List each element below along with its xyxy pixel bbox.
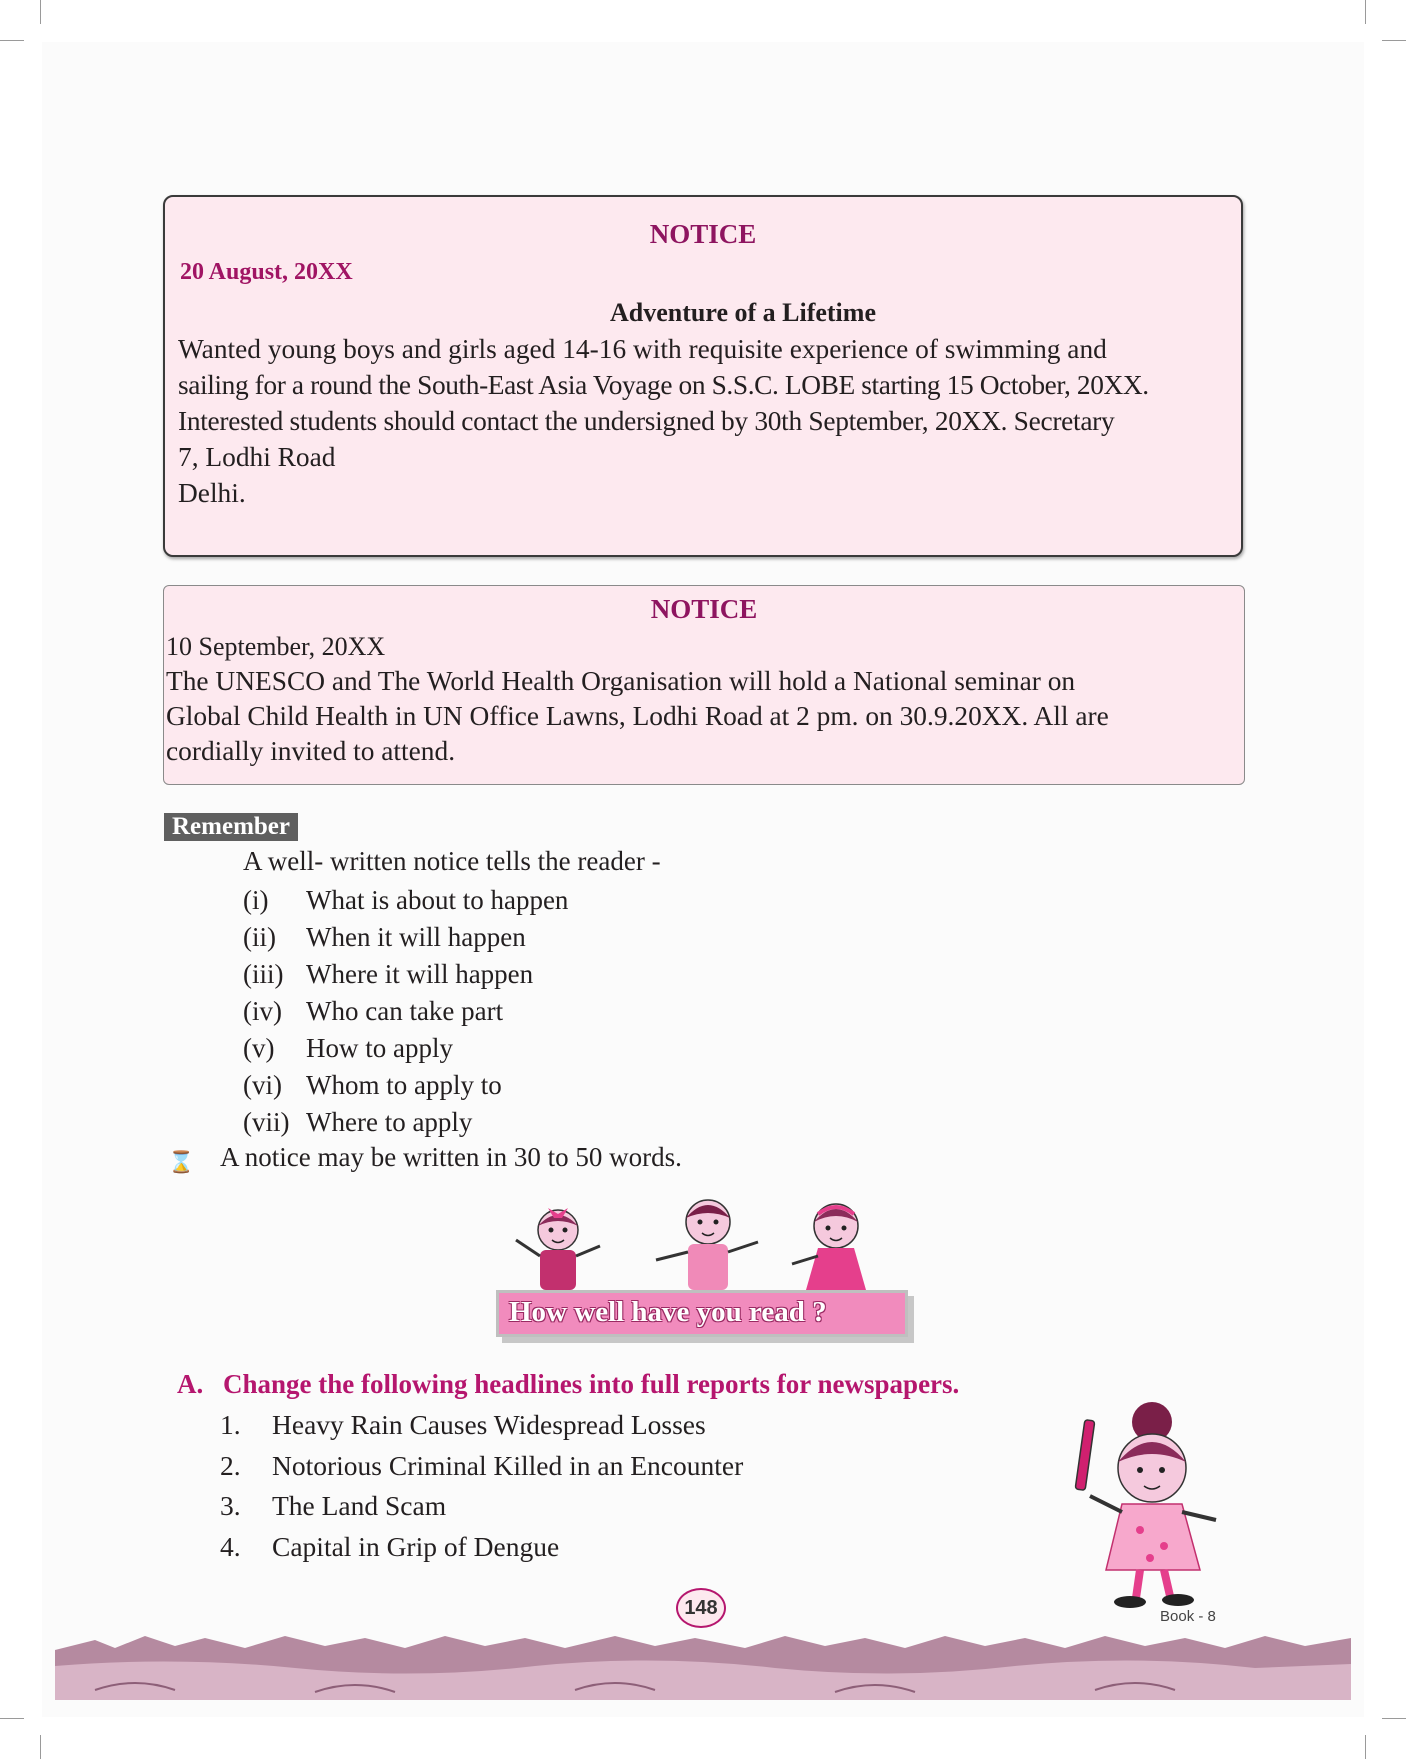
exercise-instruction: Change the following headlines into full reports for newspapers. — [223, 1369, 960, 1399]
list-item-text: Notorious Criminal Killed in an Encounter — [272, 1449, 744, 1481]
exercise-heading — [177, 1369, 959, 1400]
notice-body — [166, 629, 1109, 769]
banner-title: How well have you read ? — [509, 1296, 827, 1328]
list-item-text: Capital in Grip of Dengue — [272, 1530, 560, 1562]
how-well-banner — [496, 1190, 918, 1350]
notice-body-line: Delhi. — [178, 478, 246, 508]
boy-icon — [656, 1200, 758, 1290]
notice-box-adventure — [163, 195, 1243, 557]
notice-title: NOTICE — [650, 594, 758, 624]
book-label: Book - 8 — [1160, 1608, 1216, 1625]
girl-with-pencil-illustration — [1060, 1400, 1240, 1610]
list-item-text: Where it will happen — [306, 959, 534, 989]
notice-date: 10 September, 20XX — [166, 632, 386, 661]
notice-title: NOTICE — [649, 219, 757, 249]
notice-body-line: The UNESCO and The World Health Organisation will hold a National seminar on — [166, 666, 1076, 696]
list-item-text: The Land Scam — [272, 1490, 447, 1521]
girl-bow-icon — [516, 1208, 600, 1290]
word-limit-note: A notice may be written in 30 to 50 words. — [220, 1142, 682, 1172]
list-item-number: (vi) — [243, 1070, 282, 1100]
crop-mark — [1382, 40, 1406, 41]
list-item-number: (iii) — [243, 959, 284, 989]
crop-mark — [0, 1718, 24, 1719]
girl-headband-icon — [792, 1204, 866, 1290]
banner-box — [496, 1290, 908, 1337]
crop-mark — [40, 1735, 41, 1759]
list-item-number: (v) — [243, 1033, 275, 1063]
list-item-text: What is about to happen — [306, 885, 569, 915]
notice-body — [178, 331, 1149, 511]
cartoon-children-illustration — [496, 1190, 918, 1290]
notice-box-seminar — [163, 585, 1245, 785]
list-item-text: Whom to apply to — [306, 1070, 502, 1100]
notice-body-line: cordially invited to attend. — [166, 736, 456, 766]
list-item-number: 2. — [220, 1449, 241, 1481]
exercise-letter: A. — [177, 1369, 204, 1399]
list-item-text: Who can take part — [306, 996, 504, 1026]
list-item-number: 3. — [220, 1490, 241, 1521]
list-item-number: (i) — [243, 885, 269, 915]
list-item-number: 1. — [220, 1409, 241, 1440]
notice-body-line: 7, Lodhi Road — [178, 442, 336, 472]
list-item-text: When it will happen — [306, 922, 526, 952]
hourglass-icon: ⌛ — [168, 1150, 195, 1174]
notice-body-line: sailing for a round the South-East Asia Voyage on S.S.C. LOBE starting 15 October, 20XX. — [178, 370, 1149, 400]
crop-mark — [1365, 1735, 1366, 1759]
list-item-number: (ii) — [243, 922, 276, 952]
list-item-text: How to apply — [306, 1033, 453, 1063]
list-item-text: Heavy Rain Causes Widespread Losses — [272, 1409, 706, 1440]
remember-intro: A well- written notice tells the reader - — [243, 846, 661, 876]
list-item-number: (iv) — [243, 996, 282, 1026]
notice-subtitle: Adventure of a Lifetime — [610, 298, 876, 327]
crop-mark — [0, 40, 24, 41]
notice-body-line: Interested students should contact the undersigned by 30th September, 20XX. Secretary — [178, 406, 1115, 436]
crop-mark — [1365, 0, 1366, 24]
notice-date: 20 August, 20XX — [180, 259, 353, 285]
notice-body-line: Wanted young boys and girls aged 14-16 with requisite experience of swimming and — [178, 334, 1107, 364]
page-number: 148 — [676, 1588, 726, 1628]
notice-body-line: Global Child Health in UN Office Lawns, Lodhi Road at 2 pm. on 30.9.20XX. All are — [166, 701, 1109, 731]
remember-label: Remember — [164, 813, 298, 841]
crop-mark — [1382, 1718, 1406, 1719]
list-item-number: 4. — [220, 1530, 241, 1562]
crop-mark — [40, 0, 41, 24]
list-item-text: Where to apply — [306, 1107, 473, 1137]
list-item-number: (vii) — [243, 1107, 290, 1137]
